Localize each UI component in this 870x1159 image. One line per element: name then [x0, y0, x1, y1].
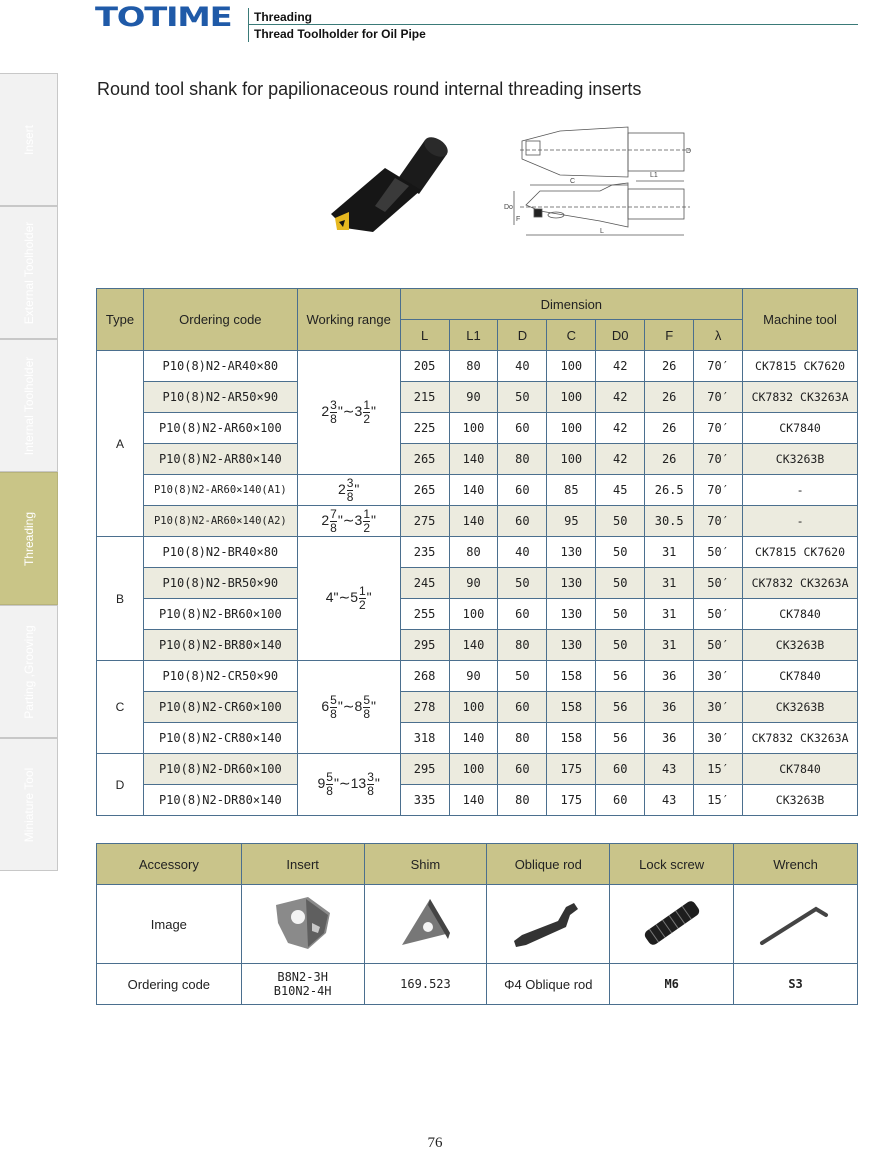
dim-c-cell: 130: [547, 537, 596, 568]
dim-c-cell: 130: [547, 630, 596, 661]
side-tab-internal-toolholder[interactable]: Internal Toolholder: [0, 339, 58, 472]
dim-f-cell: 43: [645, 785, 694, 816]
dim-d-cell: 50: [498, 382, 547, 413]
type-cell: B: [97, 537, 144, 661]
dim-d0-cell: 60: [596, 754, 645, 785]
lock-screw-image: [632, 893, 712, 953]
ordering-code-cell: P10(8)N2-BR60×100: [143, 599, 297, 630]
dim-d0-cell: 50: [596, 630, 645, 661]
dim-lam-cell: 70′: [694, 413, 743, 444]
dim-d-cell: 50: [498, 568, 547, 599]
label-F: F: [516, 216, 521, 223]
side-tab-threading[interactable]: Threading: [0, 472, 58, 605]
working-range-cell: 2 $\frac{7}{8}$ "∼3 $\frac{1}{2}$ ": [297, 506, 400, 537]
dim-d0-cell: 60: [596, 785, 645, 816]
table-row: [97, 568, 858, 599]
dim-c-cell: 130: [547, 568, 596, 599]
dim-d0-cell: 56: [596, 723, 645, 754]
col-ordering-code: Ordering code: [143, 289, 297, 351]
acc-image-label: Image: [97, 885, 242, 964]
ordering-code-cell: P10(8)N2-AR60×140(A2): [143, 506, 297, 537]
dim-l1-cell: 80: [449, 537, 498, 568]
dim-l-cell: 265: [400, 475, 449, 506]
col-D: D: [498, 320, 547, 351]
machine-tool-cell: CK7832 CK3263A: [743, 723, 858, 754]
working-range-cell: 2 $\frac{3}{8}$ ": [297, 475, 400, 506]
dim-l-cell: 295: [400, 630, 449, 661]
dim-l-cell: 265: [400, 444, 449, 475]
dim-lam-cell: 50′: [694, 568, 743, 599]
side-tab-external-toolholder[interactable]: External Toolholder: [0, 206, 58, 339]
dim-lam-cell: 70′: [694, 506, 743, 537]
rod-image-cell: [487, 885, 610, 964]
side-tab-insert[interactable]: Insert: [0, 73, 58, 206]
dim-lam-cell: 50′: [694, 599, 743, 630]
dim-l1-cell: 80: [449, 351, 498, 382]
dim-lam-cell: 30′: [694, 723, 743, 754]
dim-d-cell: 60: [498, 413, 547, 444]
machine-tool-cell: CK7840: [743, 661, 858, 692]
col-working-range: Working range: [297, 289, 400, 351]
dim-d-cell: 40: [498, 537, 547, 568]
dim-l-cell: 225: [400, 413, 449, 444]
dim-l-cell: 255: [400, 599, 449, 630]
table-row: [97, 785, 858, 816]
dim-lam-cell: 50′: [694, 537, 743, 568]
oblique-rod-image: [508, 893, 588, 953]
dim-c-cell: 100: [547, 382, 596, 413]
ordering-code-cell: P10(8)N2-BR80×140: [143, 630, 297, 661]
dim-d-cell: 60: [498, 506, 547, 537]
table-row: [97, 506, 858, 537]
working-range-cell: 2 $\frac{3}{8}$ "∼3 $\frac{1}{2}$ ": [297, 351, 400, 475]
machine-tool-cell: -: [743, 506, 858, 537]
dim-c-cell: 175: [547, 785, 596, 816]
col-F: F: [645, 320, 694, 351]
col-C: C: [547, 320, 596, 351]
table-row: [97, 413, 858, 444]
dim-lam-cell: 30′: [694, 692, 743, 723]
dim-l-cell: 215: [400, 382, 449, 413]
dim-l-cell: 278: [400, 692, 449, 723]
dim-d0-cell: 50: [596, 506, 645, 537]
technical-drawing: [500, 125, 695, 243]
dim-l-cell: 245: [400, 568, 449, 599]
ordering-code-cell: P10(8)N2-CR80×140: [143, 723, 297, 754]
table-row: [97, 475, 858, 506]
dim-d-cell: 80: [498, 444, 547, 475]
insert-image-cell: [241, 885, 364, 964]
screw-image-cell: [610, 885, 734, 964]
ordering-code-cell: P10(8)N2-AR60×140(A1): [143, 475, 297, 506]
dim-l-cell: 235: [400, 537, 449, 568]
dim-f-cell: 30.5: [645, 506, 694, 537]
dim-f-cell: 26: [645, 444, 694, 475]
page-title: Round tool shank for papilionaceous round internal threading inserts: [97, 79, 642, 99]
col-L: L: [400, 320, 449, 351]
machine-tool-cell: CK3263B: [743, 692, 858, 723]
dim-c-cell: 175: [547, 754, 596, 785]
machine-tool-cell: CK3263B: [743, 444, 858, 475]
dim-l-cell: 268: [400, 661, 449, 692]
acc-header-shim: Shim: [364, 844, 487, 885]
ordering-code-cell: P10(8)N2-AR60×100: [143, 413, 297, 444]
machine-tool-cell: CK7815 CK7620: [743, 351, 858, 382]
col-type: Type: [97, 289, 144, 351]
dim-l1-cell: 140: [449, 444, 498, 475]
dim-c-cell: 100: [547, 351, 596, 382]
working-range-cell: 9 $\frac{5}{8}$ "∼13 $\frac{3}{8}$ ": [297, 754, 400, 816]
dim-d0-cell: 42: [596, 444, 645, 475]
screw-code: M6: [610, 964, 734, 1005]
dim-f-cell: 36: [645, 661, 694, 692]
col-D0: D0: [596, 320, 645, 351]
brand-logo: TOTIME: [95, 2, 232, 33]
dim-l1-cell: 140: [449, 723, 498, 754]
label-D: D: [686, 148, 692, 155]
dim-d0-cell: 50: [596, 568, 645, 599]
dim-l-cell: 318: [400, 723, 449, 754]
dim-l1-cell: 140: [449, 630, 498, 661]
machine-tool-cell: CK7832 CK3263A: [743, 382, 858, 413]
dim-l-cell: 275: [400, 506, 449, 537]
table-row: [97, 692, 858, 723]
dim-f-cell: 26: [645, 382, 694, 413]
shim-image: [390, 893, 460, 953]
table-row: [97, 661, 858, 692]
ordering-code-cell: P10(8)N2-BR50×90: [143, 568, 297, 599]
page-number: 76: [427, 1135, 443, 1151]
acc-code-label: Ordering code: [97, 964, 242, 1005]
dim-d-cell: 60: [498, 754, 547, 785]
machine-tool-cell: CK3263B: [743, 630, 858, 661]
dim-l1-cell: 100: [449, 692, 498, 723]
machine-tool-cell: CK7832 CK3263A: [743, 568, 858, 599]
dim-c-cell: 100: [547, 444, 596, 475]
dim-f-cell: 26.5: [645, 475, 694, 506]
subsection-title: Thread Toolholder for Oil Pipe: [254, 27, 426, 41]
section-title: Threading: [254, 10, 313, 24]
col-dimension: Dimension: [400, 289, 742, 320]
dimension-table: [96, 288, 858, 816]
dim-l-cell: 205: [400, 351, 449, 382]
ordering-code-cell: P10(8)N2-AR50×90: [143, 382, 297, 413]
table-row: [97, 630, 858, 661]
dim-f-cell: 36: [645, 692, 694, 723]
dim-d0-cell: 50: [596, 599, 645, 630]
label-Do: Do: [504, 204, 513, 211]
dim-f-cell: 26: [645, 413, 694, 444]
working-range-cell: 6 $\frac{5}{8}$ "∼8 $\frac{5}{8}$ ": [297, 661, 400, 754]
dim-c-cell: 158: [547, 692, 596, 723]
ordering-code-cell: P10(8)N2-CR50×90: [143, 661, 297, 692]
acc-header-oblique-rod: Oblique rod: [487, 844, 610, 885]
dim-l1-cell: 90: [449, 661, 498, 692]
dim-l1-cell: 90: [449, 382, 498, 413]
dim-lam-cell: 70′: [694, 444, 743, 475]
table-row: [97, 351, 858, 382]
header-rule: [248, 24, 858, 25]
dim-l1-cell: 100: [449, 599, 498, 630]
dim-l1-cell: 100: [449, 413, 498, 444]
ordering-code-cell: P10(8)N2-AR40×80: [143, 351, 297, 382]
wrench-image-cell: [734, 885, 858, 964]
table-row: [97, 444, 858, 475]
dim-c-cell: 130: [547, 599, 596, 630]
col-L1: L1: [449, 320, 498, 351]
dim-c-cell: 158: [547, 723, 596, 754]
dim-d-cell: 50: [498, 661, 547, 692]
dim-d0-cell: 56: [596, 692, 645, 723]
dim-d-cell: 40: [498, 351, 547, 382]
table-row: [97, 382, 858, 413]
accessory-table: [96, 843, 858, 1005]
dim-d-cell: 80: [498, 630, 547, 661]
ordering-code-cell: P10(8)N2-BR40×80: [143, 537, 297, 568]
wrench-image: [756, 893, 836, 953]
table-row: [97, 537, 858, 568]
dim-lam-cell: 70′: [694, 382, 743, 413]
dim-lam-cell: 30′: [694, 661, 743, 692]
dim-l1-cell: 90: [449, 568, 498, 599]
label-C: C: [570, 178, 576, 185]
dim-d0-cell: 56: [596, 661, 645, 692]
dim-c-cell: 100: [547, 413, 596, 444]
shim-image-cell: [364, 885, 487, 964]
type-cell: A: [97, 351, 144, 537]
machine-tool-cell: CK7840: [743, 599, 858, 630]
dim-l1-cell: 140: [449, 506, 498, 537]
dim-d0-cell: 42: [596, 413, 645, 444]
dim-f-cell: 36: [645, 723, 694, 754]
label-L: L: [600, 228, 604, 235]
table-row: [97, 599, 858, 630]
machine-tool-cell: CK7840: [743, 754, 858, 785]
insert-code: B8N2-3H B10N2-4H: [241, 964, 364, 1005]
ordering-code-cell: P10(8)N2-DR80×140: [143, 785, 297, 816]
dim-l1-cell: 140: [449, 785, 498, 816]
dim-d0-cell: 42: [596, 351, 645, 382]
dim-d0-cell: 45: [596, 475, 645, 506]
table-row: [97, 754, 858, 785]
toolholder-photo: [325, 132, 460, 242]
dim-lam-cell: 70′: [694, 351, 743, 382]
label-L1: L1: [650, 172, 658, 179]
machine-tool-cell: CK7840: [743, 413, 858, 444]
dim-lam-cell: 70′: [694, 475, 743, 506]
type-cell: D: [97, 754, 144, 816]
dim-lam-cell: 50′: [694, 630, 743, 661]
dim-lam-cell: 15′: [694, 785, 743, 816]
shim-code: 169.523: [364, 964, 487, 1005]
col-lambda: λ: [694, 320, 743, 351]
acc-header-wrench: Wrench: [734, 844, 858, 885]
dim-f-cell: 26: [645, 351, 694, 382]
col-machine-tool: Machine tool: [743, 289, 858, 351]
rod-code: Φ4 Oblique rod: [487, 964, 610, 1005]
ordering-code-cell: P10(8)N2-DR60×100: [143, 754, 297, 785]
dim-d0-cell: 50: [596, 537, 645, 568]
dim-l1-cell: 140: [449, 475, 498, 506]
dim-d0-cell: 42: [596, 382, 645, 413]
dim-d-cell: 60: [498, 599, 547, 630]
header-divider: [248, 8, 249, 42]
dim-d-cell: 60: [498, 475, 547, 506]
dim-l1-cell: 100: [449, 754, 498, 785]
ordering-code-cell: P10(8)N2-AR80×140: [143, 444, 297, 475]
side-tab-parting-grooving[interactable]: Parting ,Grooving: [0, 605, 58, 738]
dim-lam-cell: 15′: [694, 754, 743, 785]
table-row: [97, 723, 858, 754]
dim-c-cell: 95: [547, 506, 596, 537]
side-tab-miniature-tool[interactable]: Miniature Tool: [0, 738, 58, 871]
dim-c-cell: 85: [547, 475, 596, 506]
dim-f-cell: 31: [645, 537, 694, 568]
dim-f-cell: 31: [645, 630, 694, 661]
acc-header-insert: Insert: [241, 844, 364, 885]
dim-c-cell: 158: [547, 661, 596, 692]
dim-d-cell: 80: [498, 785, 547, 816]
working-range-cell: 4"∼5 $\frac{1}{2}$ ": [297, 537, 400, 661]
acc-header-lock-screw: Lock screw: [610, 844, 734, 885]
ordering-code-cell: P10(8)N2-CR60×100: [143, 692, 297, 723]
machine-tool-cell: -: [743, 475, 858, 506]
machine-tool-cell: CK7815 CK7620: [743, 537, 858, 568]
wrench-code: S3: [734, 964, 858, 1005]
insert-image: [268, 893, 338, 953]
dim-l-cell: 335: [400, 785, 449, 816]
dim-d-cell: 60: [498, 692, 547, 723]
dim-d-cell: 80: [498, 723, 547, 754]
machine-tool-cell: CK3263B: [743, 785, 858, 816]
dim-l-cell: 295: [400, 754, 449, 785]
acc-header-accessory: Accessory: [97, 844, 242, 885]
dim-f-cell: 31: [645, 599, 694, 630]
dim-f-cell: 31: [645, 568, 694, 599]
dim-f-cell: 43: [645, 754, 694, 785]
type-cell: C: [97, 661, 144, 754]
